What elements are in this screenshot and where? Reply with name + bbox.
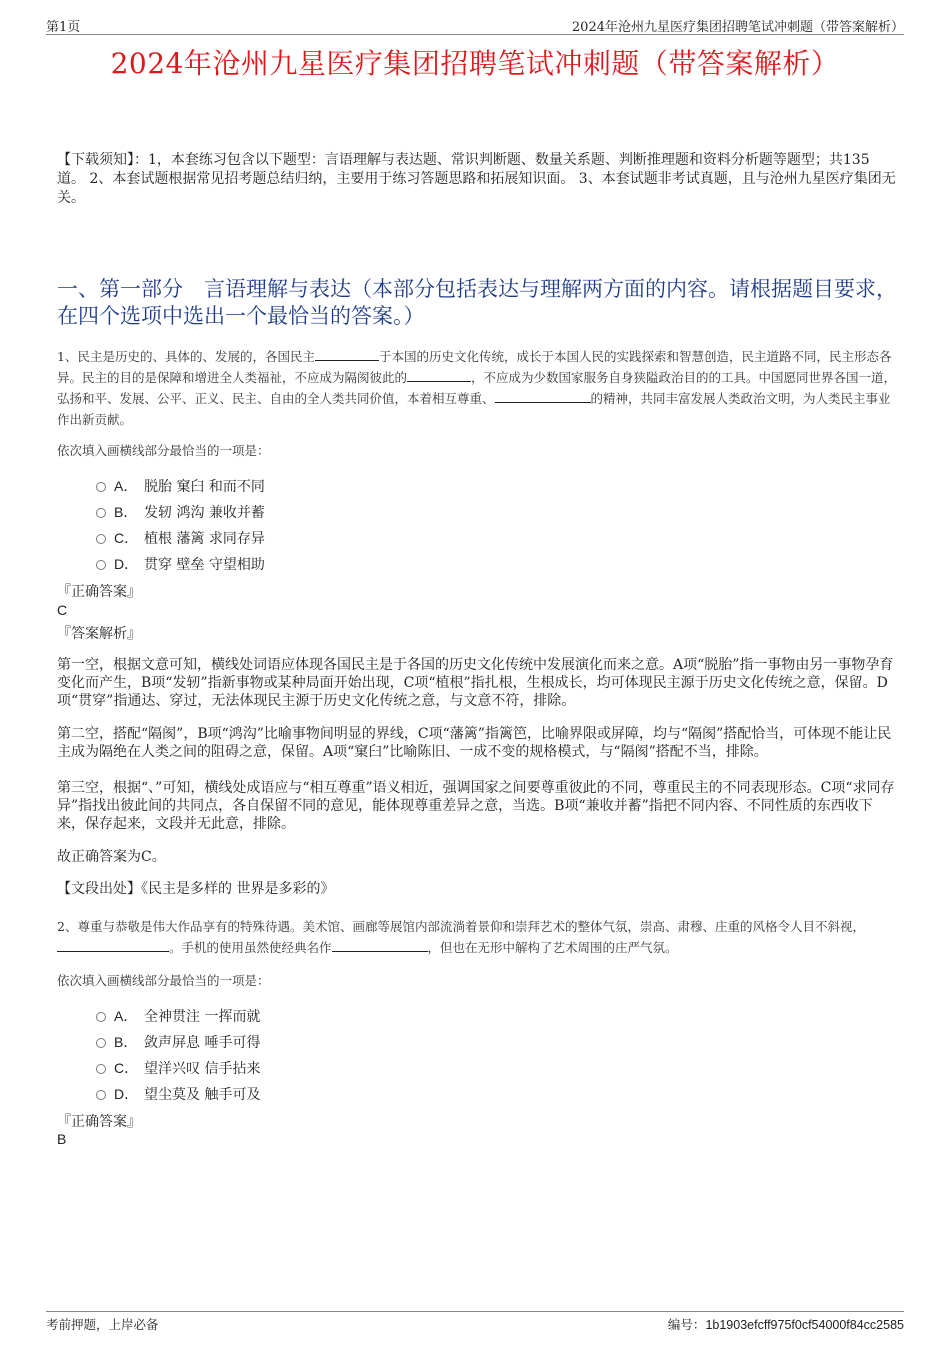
download-notice: 【下载须知】：1，本套练习包含以下题型：言语理解与表达题、常识判断题、数量关系题、判断推理题和资料分析题等题型；共135道。 2、本套试题根据常见招考题总结归纳，主要用于练习答题思路和拓展知识面。 3、本套试题非考试真题，且与沧州九星医疗集团无关。	[57, 152, 896, 206]
answer-value: B	[57, 1131, 67, 1147]
page-number: 第1页	[46, 20, 81, 35]
question-2-option-a[interactable]: A． 全神贯注 一挥而就	[96, 1005, 260, 1027]
page-header	[46, 14, 904, 35]
radio-icon[interactable]	[96, 1090, 106, 1100]
analysis-conclusion: 故正确答案为C。	[57, 849, 166, 865]
question-1-option-d[interactable]: D． 贯穿 壁垒 守望相助	[96, 553, 265, 575]
document-code: 编号：1b1903efcff975f0cf54000f84cc2585	[667, 1317, 904, 1332]
fill-blank	[57, 937, 169, 952]
analysis-paragraph: 第二空，搭配“隔阂”，B项“鸿沟”比喻事物间明显的界线，C项“藩篱”指篱笆，比喻界限或屏障，均与“隔阂”搭配恰当，可体现不能让民主成为隔绝在人类之间的阻碍之意，保留。A项“窠臼”比喻陈旧、一成不变的规格模式，与“隔阂”搭配不当，排除。	[57, 726, 892, 760]
document-title: 2024年沧州九星医疗集团招聘笔试冲刺题（带答案解析）	[110, 47, 840, 80]
fill-blank	[495, 388, 591, 403]
radio-icon[interactable]	[96, 560, 106, 570]
question-1-option-c[interactable]: C． 植根 藩篱 求同存异	[96, 527, 265, 549]
analysis-paragraph: 第一空，根据文意可知，横线处词语应体现各国民主是于各国的历史文化传统中发展演化而来之意。A项“脱胎”指一事物由另一事物孕育变化而产生，B项“发轫”指新事物或某种局面开始出现，C项“植根”指扎根，生根成长，均可体现民主源于历史文化传统之意，保留。D项“贯穿”指通达、穿过，无法体现民主源于历史文化传统之意，与文意不符，排除。	[57, 657, 894, 709]
answer-value: C	[57, 602, 68, 618]
radio-icon[interactable]	[96, 482, 106, 492]
fill-blank	[332, 937, 428, 952]
fill-blank	[407, 367, 471, 382]
answer-label: 『正确答案』	[57, 584, 141, 600]
radio-icon[interactable]	[96, 1038, 106, 1048]
question-2-option-b[interactable]: B． 敛声屏息 唾手可得	[96, 1031, 260, 1053]
header-doc-title: 2024年沧州九星医疗集团招聘笔试冲刺题（带答案解析）	[571, 20, 904, 35]
radio-icon[interactable]	[96, 1012, 106, 1022]
question-2-option-c[interactable]: C． 望洋兴叹 信手拈来	[96, 1057, 260, 1079]
question-2-option-d[interactable]: D． 望尘莫及 触手可及	[96, 1083, 260, 1105]
source-citation: 【文段出处】《民主是多样的 世界是多彩的》	[57, 881, 335, 897]
radio-icon[interactable]	[96, 1064, 106, 1074]
analysis-paragraph: 第三空，根据“、”可知，横线处成语应与“相互尊重”语义相近，强调国家之间要尊重彼此的不同，尊重民主的不同表现形态。C项“求同存异”指找出彼此间的共同点，各自保留不同的意见，能体现尊重差异之意，当选。B项“兼收并蓄”指把不同内容、不同性质的东西收下来，保存起来，文段并无此意，排除。	[57, 780, 895, 832]
question-1-option-a[interactable]: A． 脱胎 窠臼 和而不同	[96, 475, 265, 497]
question-2-stem: 2、尊重与恭敬是伟大作品享有的特殊待遇。美术馆、画廊等展馆内部流淌着景仰和崇拜艺术的整体气氛，崇高、肃穆、庄重的风格令人目不斜视，。手机的使用虽然使经典名作 ，但也在无形中解构了艺术周围的庄严气氛。	[57, 919, 865, 955]
fill-blank	[315, 346, 379, 361]
question-1-stem: 1、民主是历史的、具体的、发展的，各国民主 于本国的历史文化传统，成长于本国人民的实践探索和智慧创造，民主道路不同，民主形态各异。民主的目的是保障和增进全人类福祉，不应成为隔阂彼此的 ，不应成为少数国家服务自身狭隘政治目的的工具。中国愿同世界各国一道，弘扬和平、发展、公平、正义、民主、自由的全人类共同价值，本着相互尊重、 的精神，共同丰富发展人类政治文明，为人类民主事业作出新贡献。	[57, 346, 902, 430]
answer-label: 『正确答案』	[57, 1114, 141, 1130]
page-footer	[46, 1311, 904, 1332]
footer-slogan: 考前押题，上岸必备	[46, 1317, 159, 1332]
analysis-label: 『答案解析』	[57, 626, 141, 642]
section-heading: 一、第一部分 言语理解与表达（本部分包括表达与理解两方面的内容。请根据题目要求，在四个选项中选出一个最恰当的答案。）	[57, 277, 897, 328]
radio-icon[interactable]	[96, 534, 106, 544]
radio-icon[interactable]	[96, 508, 106, 518]
question-2-prompt: 依次填入画横线部分最恰当的一项是：	[57, 973, 270, 988]
question-1-prompt: 依次填入画横线部分最恰当的一项是：	[57, 443, 270, 458]
question-1-option-b[interactable]: B． 发轫 鸿沟 兼收并蓄	[96, 501, 265, 523]
